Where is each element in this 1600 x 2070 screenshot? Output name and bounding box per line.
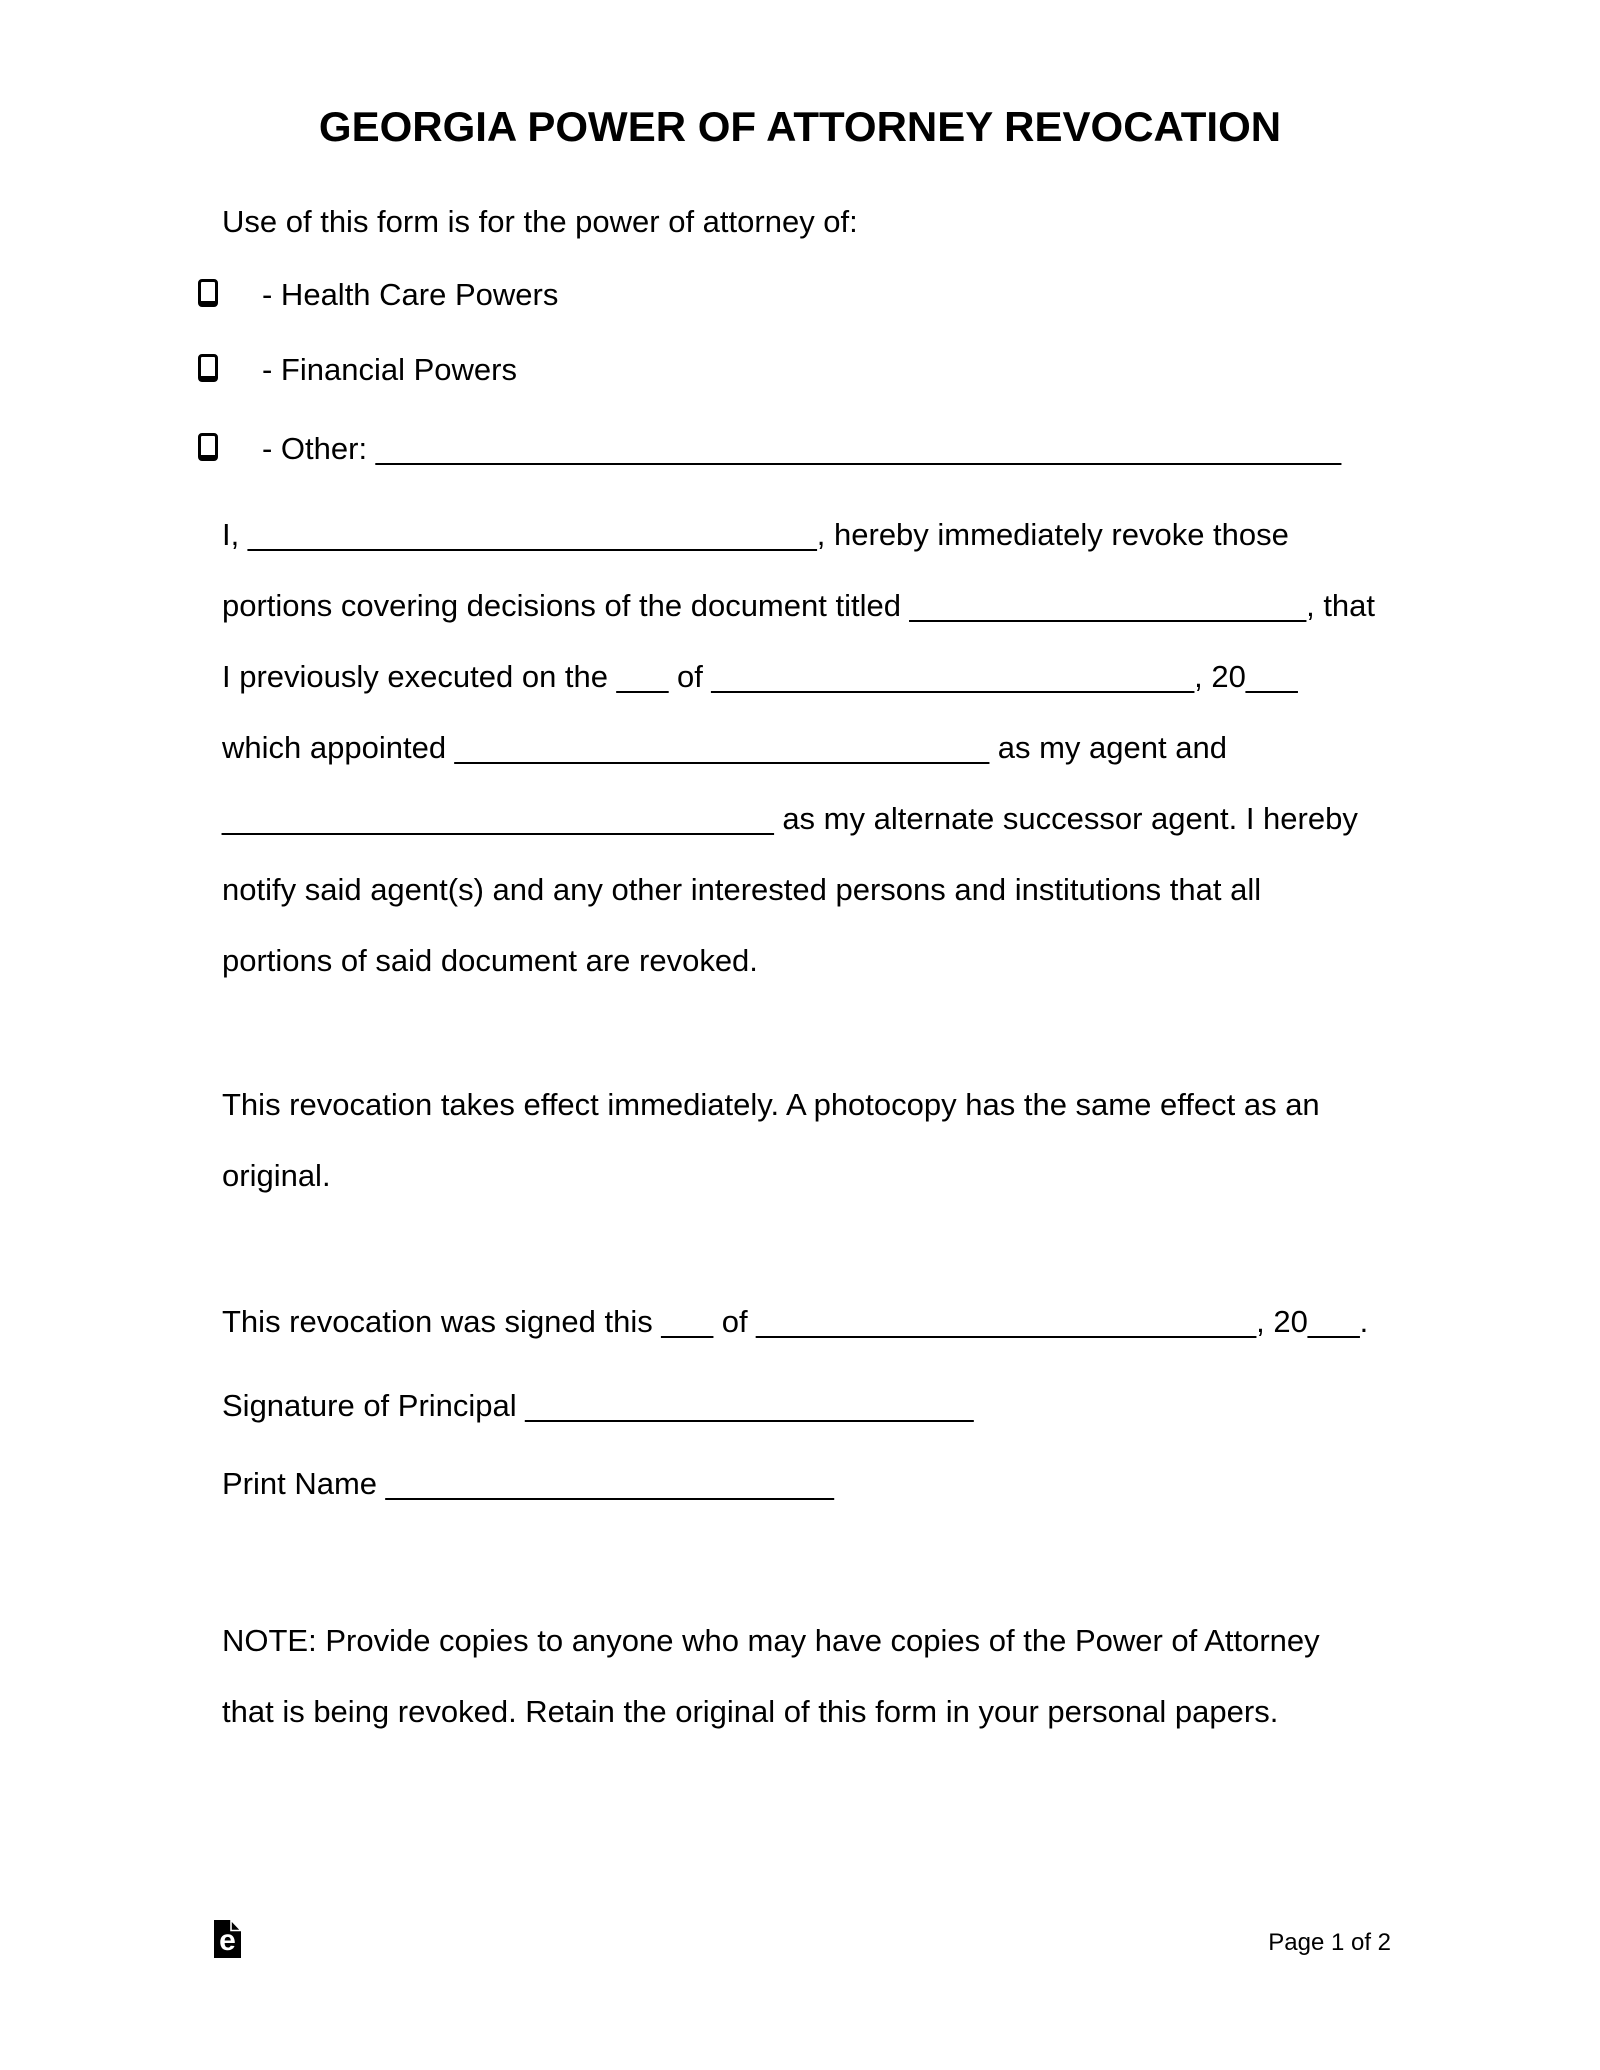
checkbox-label-health-care: - Health Care Powers — [262, 277, 559, 312]
checkbox-label-other: - Other: ________________________________________________________ — [262, 431, 1342, 466]
signed-date-line: This revocation was signed this ___ of _____________________________, 20___. — [222, 1304, 1369, 1339]
revocation-paragraph — [222, 499, 1375, 996]
print-name-line: Print Name __________________________ — [222, 1466, 834, 1501]
page-title: GEORGIA POWER OF ATTORNEY REVOCATION — [318, 103, 1282, 150]
revocation-line-1: I, _________________________________, hereby immediately revoke those — [222, 517, 1289, 552]
checkbox-label-financial: - Financial Powers — [262, 352, 517, 387]
checkbox-other[interactable] — [198, 433, 218, 461]
effect-paragraph — [222, 1069, 1320, 1211]
checkbox-health-care[interactable] — [198, 279, 218, 307]
note-paragraph — [222, 1605, 1320, 1747]
intro-text: Use of this form is for the power of attorney of: — [222, 204, 858, 239]
revocation-line-7: portions of said document are revoked. — [222, 943, 758, 978]
note-line-1: NOTE: Provide copies to anyone who may have copies of the Power of Attorney — [222, 1623, 1320, 1658]
revocation-line-2: portions covering decisions of the document titled _______________________, that — [222, 588, 1376, 623]
eforms-logo-letter: e — [219, 1924, 236, 1957]
effect-line-2: original. — [222, 1158, 331, 1193]
revocation-line-4: which appointed _______________________________ as my agent and — [222, 730, 1227, 765]
effect-line-1: This revocation takes effect immediately. A photocopy has the same effect as an — [222, 1087, 1320, 1122]
page-number-label: Page 1 of 2 — [1268, 1929, 1391, 1956]
revocation-line-5: ________________________________ as my alternate successor agent. I hereby — [222, 801, 1358, 836]
note-line-2: that is being revoked. Retain the original of this form in your personal papers. — [222, 1694, 1279, 1729]
revocation-line-3: I previously executed on the ___ of ____________________________, 20___ — [222, 659, 1298, 694]
eforms-logo[interactable] — [214, 1920, 241, 1958]
signature-of-principal-line: Signature of Principal __________________________ — [222, 1388, 974, 1423]
checkbox-financial[interactable] — [198, 354, 218, 382]
revocation-line-6: notify said agent(s) and any other interested persons and institutions that all — [222, 872, 1262, 907]
